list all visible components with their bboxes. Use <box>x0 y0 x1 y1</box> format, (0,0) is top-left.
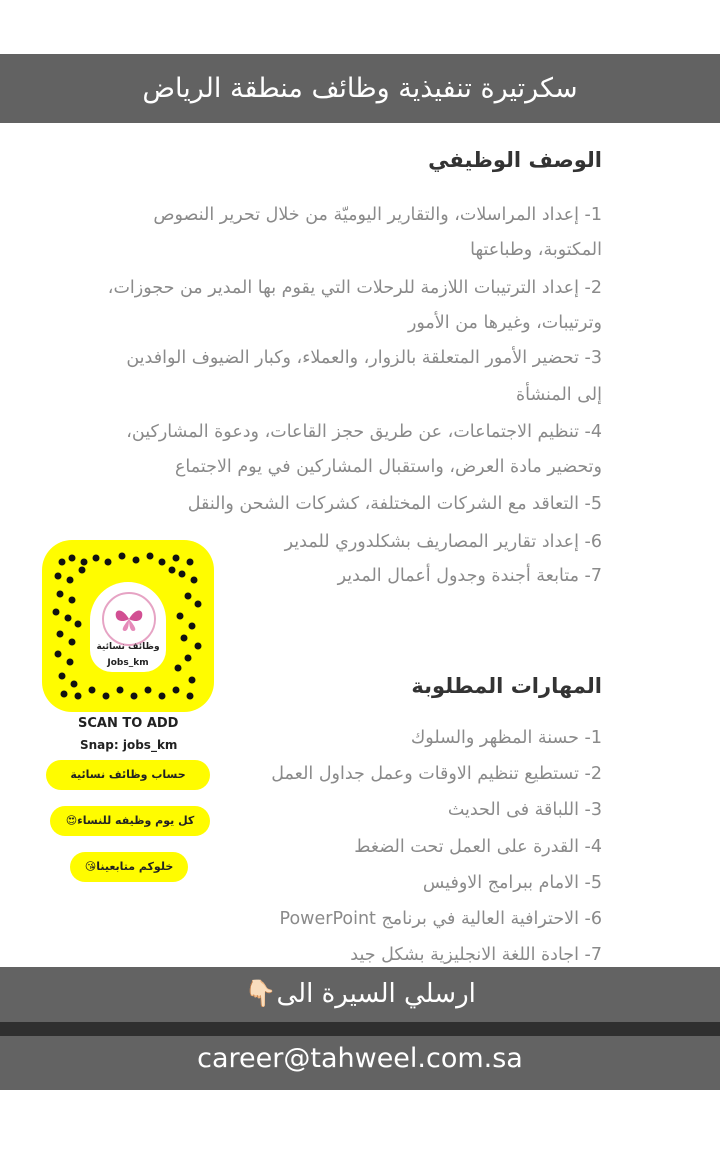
description-line: 5- التعاقد مع الشركات المختلفة، كشركات الشحن والنقل <box>187 494 602 514</box>
skill-line: 1- حسنة المظهر والسلوك <box>410 728 602 748</box>
skill-line: 2- تستطيع تنظيم الاوقات وعمل جداول العمل <box>271 764 602 784</box>
snapcode[interactable] <box>42 540 214 712</box>
description-line: 7- متابعة أجندة وجدول أعمال المدير <box>337 566 602 586</box>
description-line: 2- إعداد الترتيبات اللازمة للرحلات التي يقوم بها المدير من حجوزات، <box>107 278 602 298</box>
skill-line: 3- اللباقة فى الحديث <box>447 800 602 820</box>
page-title: سكرتيرة تنفيذية وظائف منطقة الرياض <box>142 73 578 104</box>
description-line: 1- إعداد المراسلات، والتقارير اليوميّة من خلال تحرير النصوص <box>153 205 602 225</box>
account-pill: حساب وظائف نسائية <box>46 760 210 790</box>
description-line: وتحضير مادة العرض، واستقبال المشاركين في يوم الاجتماع <box>174 457 602 477</box>
follow-us-pill: خلوكم متابعينا😘 <box>70 852 188 882</box>
butterfly-logo-icon <box>102 592 156 646</box>
description-line: إلى المنشأة <box>515 385 602 405</box>
skill-line: 4- القدرة على العمل تحت الضغط <box>354 837 602 857</box>
divider <box>0 1022 720 1036</box>
description-line: وترتيبات، وغيرها من الأمور <box>407 313 602 333</box>
skill-line: 6- الاحترافية العالية في برنامج PowerPoint <box>279 909 602 929</box>
skills-heading: المهارات المطلوبة <box>411 674 602 698</box>
description-line: 4- تنظيم الاجتماعات، عن طريق حجز القاعات، ودعوة المشاركين، <box>126 422 602 442</box>
snapcode-username: Jobs_km <box>107 658 149 668</box>
description-line: 6- إعداد تقارير المصاريف بشكلدوري للمدير <box>284 532 602 552</box>
description-line: 3- تحضير الأمور المتعلقة بالزوار، والعملاء، وكبار الضيوف الوافدين <box>126 348 602 368</box>
email-link[interactable]: career@tahweel.com.sa <box>197 1043 523 1074</box>
description-line: المكتوبة، وطباعتها <box>470 240 602 260</box>
daily-job-pill: كل يوم وظيفه للنساء😍 <box>50 806 210 836</box>
skill-line: 7- اجادة اللغة الانجليزية بشكل جيد <box>350 945 602 965</box>
snapcode-logo-text: وظائف نسائية <box>96 642 160 652</box>
description-heading: الوصف الوظيفي <box>428 148 602 172</box>
send-cv-text: ارسلي السيرة الى👇🏻 <box>244 979 476 1009</box>
scan-to-add-label: SCAN TO ADD <box>78 716 179 731</box>
skill-line: 5- الامام ببرامج الاوفيس <box>422 873 602 893</box>
snap-username-label: Snap: jobs_km <box>80 738 178 752</box>
